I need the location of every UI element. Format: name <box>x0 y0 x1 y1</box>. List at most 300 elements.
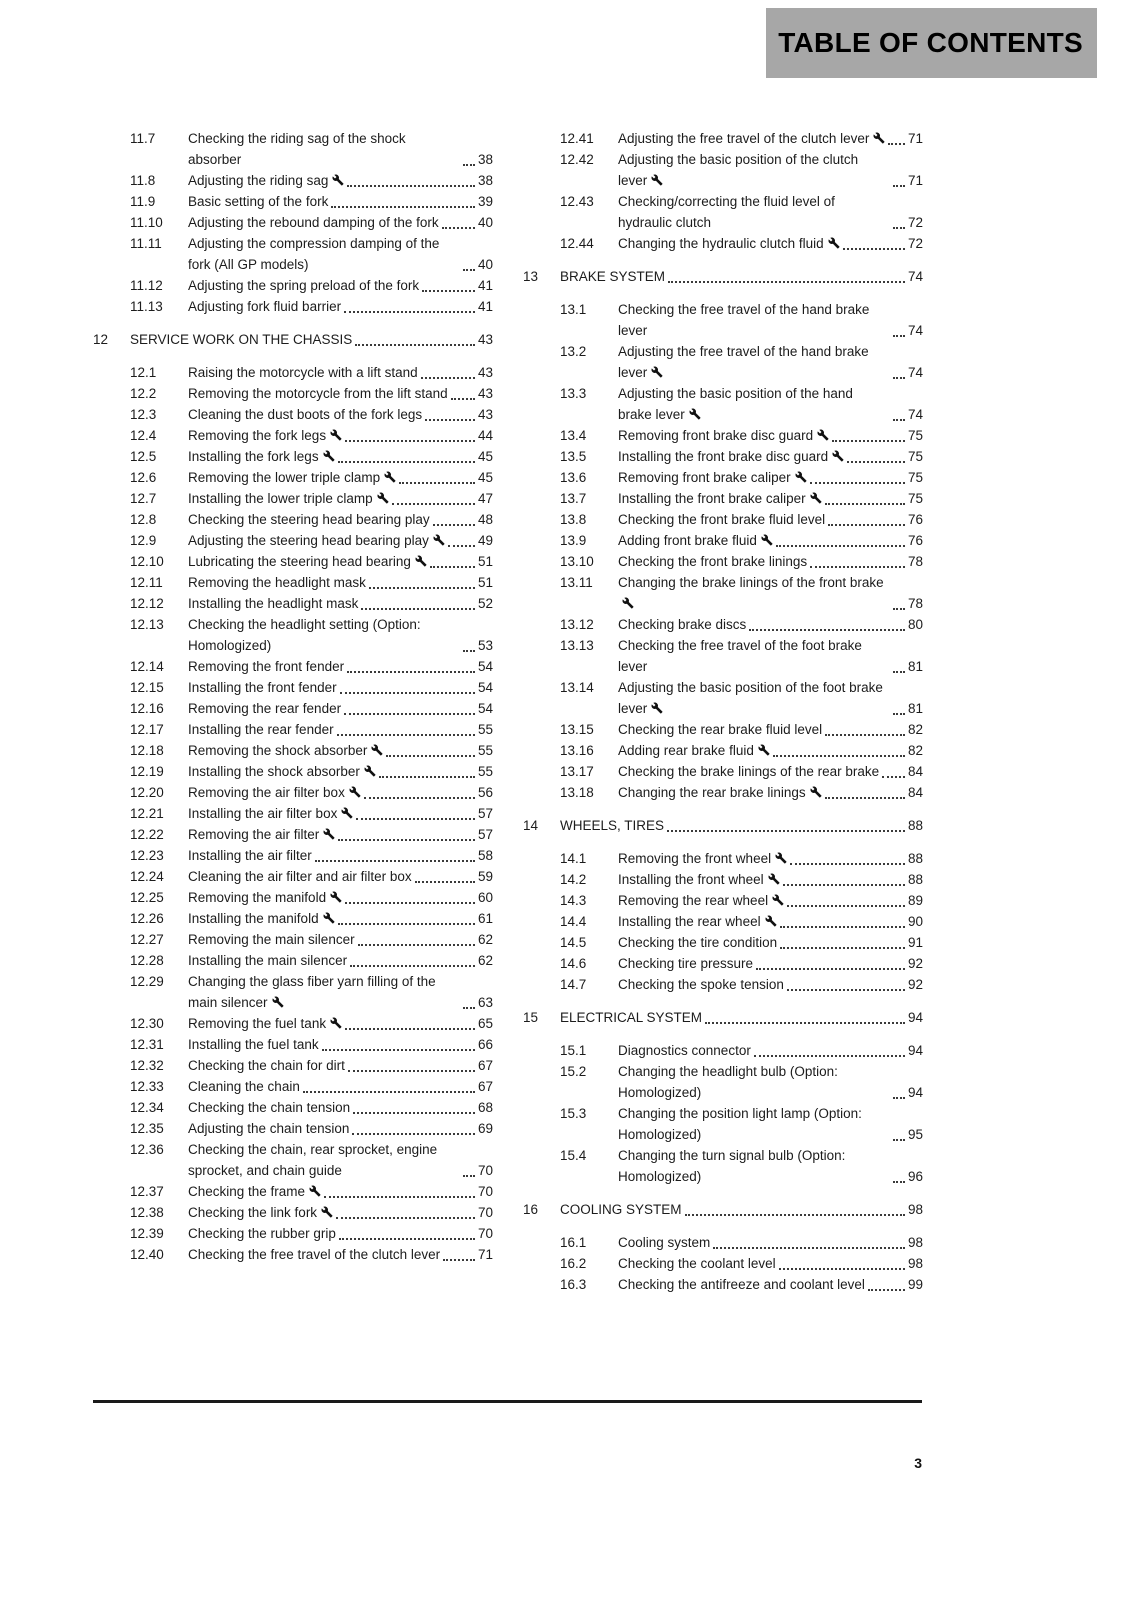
entry-title: Removing the fork legs <box>188 428 327 443</box>
entry-body <box>188 782 493 803</box>
entry-body <box>188 1013 493 1034</box>
entry-text <box>188 971 460 1013</box>
entry-page-number: 76 <box>907 533 923 548</box>
entry-number: 15 <box>523 1010 539 1025</box>
dot-leader <box>422 290 475 292</box>
entry-title: Adjusting the basic position of the clutch lever <box>618 152 859 188</box>
entry-number: 12.3 <box>130 407 157 422</box>
entry-body <box>618 341 923 383</box>
entry-text <box>188 530 445 551</box>
entry-text <box>188 887 342 908</box>
entry-number: 12.19 <box>130 764 164 779</box>
entry-body <box>188 1055 493 1076</box>
entry-page-number: 51 <box>477 554 493 569</box>
entry-text <box>188 1118 349 1139</box>
entry-text <box>618 572 890 614</box>
entry-body <box>188 1244 493 1265</box>
entry-number: 12.24 <box>130 869 164 884</box>
entry-body <box>618 467 923 488</box>
entry-title: Installing the air filter <box>188 848 312 863</box>
entry-page-number: 38 <box>477 173 493 188</box>
toc-entry <box>93 1034 493 1055</box>
entry-title: Installing the front brake caliper <box>618 491 806 506</box>
wrench-icon <box>622 597 634 609</box>
dot-leader <box>893 185 905 187</box>
entry-body <box>188 467 493 488</box>
dot-leader <box>787 989 905 991</box>
entry-title: Adjusting the rebound damping of the fork <box>188 215 439 230</box>
entry-text <box>618 890 784 911</box>
entry-page-number: 78 <box>907 596 923 611</box>
entry-number: 13.10 <box>560 554 594 569</box>
entry-text <box>188 212 439 233</box>
toc-entry <box>93 362 493 383</box>
entry-text <box>618 869 780 890</box>
entry-page-number: 55 <box>477 764 493 779</box>
entry-body <box>188 170 493 191</box>
entry-title: Removing the fuel tank <box>188 1016 327 1031</box>
entry-body <box>618 446 923 467</box>
entry-title: Adjusting fork fluid barrier <box>188 299 342 314</box>
dot-leader <box>430 566 475 568</box>
wrench-icon <box>772 894 784 906</box>
entry-body <box>618 1061 923 1103</box>
entry-number: 12.15 <box>130 680 164 695</box>
entry-page-number: 88 <box>907 872 923 887</box>
dot-leader <box>832 440 905 442</box>
entry-text <box>188 929 355 950</box>
entry-page-number: 81 <box>907 659 923 674</box>
entry-page-number: 98 <box>907 1256 923 1271</box>
entry-page-number: 82 <box>907 743 923 758</box>
entry-page-number: 45 <box>477 470 493 485</box>
toc-entry <box>93 719 493 740</box>
wrench-icon <box>323 912 335 924</box>
entry-text <box>188 509 430 530</box>
dot-leader <box>355 344 475 346</box>
entry-body <box>618 149 923 191</box>
toc-entry <box>523 719 923 740</box>
dot-leader <box>783 884 905 886</box>
dot-leader <box>787 905 905 907</box>
entry-number: 12.41 <box>560 131 594 146</box>
toc-entry <box>523 614 923 635</box>
entry-body <box>188 404 493 425</box>
entry-number: 14.3 <box>560 893 587 908</box>
entry-title: Changing the glass fiber yarn filling of the main silencer <box>188 974 436 1010</box>
entry-number: 16.1 <box>560 1235 587 1250</box>
dot-leader <box>442 227 475 229</box>
entry-page-number: 94 <box>907 1010 923 1025</box>
entry-title: Checking the riding sag of the shock absorber <box>188 131 406 167</box>
dot-leader <box>667 830 905 832</box>
dot-leader <box>303 1091 475 1093</box>
wrench-icon <box>828 237 840 249</box>
entry-number: 13.12 <box>560 617 594 632</box>
entry-text <box>618 1145 890 1187</box>
toc-entry <box>523 425 923 446</box>
entry-number: 13.8 <box>560 512 587 527</box>
entry-page-number: 67 <box>477 1079 493 1094</box>
toc-entry <box>93 1202 493 1223</box>
entry-number: 12.28 <box>130 953 164 968</box>
wrench-icon <box>775 852 787 864</box>
entry-body <box>618 635 923 677</box>
entry-text <box>618 911 777 932</box>
entry-page-number: 48 <box>477 512 493 527</box>
table-of-contents <box>93 128 923 1295</box>
toc-entry <box>523 1007 923 1028</box>
entry-number: 12.8 <box>130 512 157 527</box>
entry-title: Changing the hydraulic clutch fluid <box>618 236 824 251</box>
entry-title: COOLING SYSTEM <box>560 1202 682 1217</box>
entry-body <box>560 266 923 287</box>
dot-leader <box>356 818 475 820</box>
entry-title: Changing the headlight bulb (Option: Homologized) <box>618 1064 838 1100</box>
entry-text <box>188 467 396 488</box>
entry-number: 12.44 <box>560 236 594 251</box>
dot-leader <box>338 923 475 925</box>
dot-leader <box>893 227 905 229</box>
entry-text <box>188 677 337 698</box>
entry-page-number: 43 <box>477 386 493 401</box>
entry-page-number: 44 <box>477 428 493 443</box>
entry-title: Checking the rubber grip <box>188 1226 336 1241</box>
entry-body <box>188 866 493 887</box>
entry-title: Checking/correcting the fluid level of hydraulic clutch <box>618 194 835 230</box>
entry-text <box>188 572 366 593</box>
entry-page-number: 71 <box>907 173 923 188</box>
entry-number: 13.3 <box>560 386 587 401</box>
toc-entry <box>93 275 493 296</box>
dot-leader <box>421 377 475 379</box>
entry-number: 15.4 <box>560 1148 587 1163</box>
entry-number: 12.20 <box>130 785 164 800</box>
entry-text <box>188 383 448 404</box>
entry-text <box>188 170 344 191</box>
entry-text <box>188 614 460 656</box>
entry-page-number: 81 <box>907 701 923 716</box>
dot-leader <box>322 1049 475 1051</box>
entry-page-number: 92 <box>907 956 923 971</box>
toc-entry <box>523 761 923 782</box>
entry-text <box>188 698 341 719</box>
entry-page-number: 47 <box>477 491 493 506</box>
entry-text <box>618 551 807 572</box>
wrench-icon <box>761 534 773 546</box>
dot-leader <box>443 1259 475 1261</box>
entry-text <box>618 1274 865 1295</box>
entry-page-number: 94 <box>907 1085 923 1100</box>
entry-body <box>618 551 923 572</box>
toc-entry <box>523 1103 923 1145</box>
wrench-icon <box>765 915 777 927</box>
entry-number: 12.38 <box>130 1205 164 1220</box>
entry-text <box>188 404 422 425</box>
entry-page-number: 54 <box>477 659 493 674</box>
entry-number: 16.2 <box>560 1256 587 1271</box>
entry-number: 15.1 <box>560 1043 587 1058</box>
dot-leader <box>350 965 475 967</box>
dot-leader <box>754 1055 905 1057</box>
wrench-icon <box>810 492 822 504</box>
entry-title: Checking the tire condition <box>618 935 778 950</box>
entry-title: Checking the link fork <box>188 1205 318 1220</box>
entry-text <box>188 425 342 446</box>
toc-entry <box>93 1223 493 1244</box>
entry-body <box>188 971 493 1013</box>
entry-body <box>618 1145 923 1187</box>
entry-title: Checking the front brake linings <box>618 554 808 569</box>
dot-leader <box>448 545 475 547</box>
toc-entry <box>523 128 923 149</box>
wrench-icon <box>433 534 445 546</box>
entry-body <box>188 296 493 317</box>
toc-entry <box>523 740 923 761</box>
toc-entry <box>523 1253 923 1274</box>
entry-text <box>188 719 334 740</box>
toc-entry <box>523 635 923 677</box>
entry-title: Checking the front brake fluid level <box>618 512 826 527</box>
entry-text <box>618 953 753 974</box>
entry-page-number: 88 <box>907 851 923 866</box>
toc-entry <box>523 266 923 287</box>
toc-entry <box>523 677 923 719</box>
entry-text <box>188 908 335 929</box>
dot-leader <box>779 1268 905 1270</box>
entry-page-number: 74 <box>907 365 923 380</box>
entry-text <box>560 815 664 836</box>
entry-page-number: 69 <box>477 1121 493 1136</box>
entry-body <box>618 1274 923 1295</box>
entry-title: Cleaning the dust boots of the fork legs <box>188 407 423 422</box>
dot-leader <box>705 1022 905 1024</box>
toc-entry <box>93 656 493 677</box>
dot-leader <box>713 1247 905 1249</box>
dot-leader <box>893 713 905 715</box>
entry-page-number: 82 <box>907 722 923 737</box>
entry-page-number: 67 <box>477 1058 493 1073</box>
entry-text <box>618 782 822 803</box>
entry-title: Adjusting the free travel of the hand brake lever <box>618 344 869 380</box>
toc-entry <box>523 341 923 383</box>
entry-body <box>188 845 493 866</box>
entry-body <box>188 908 493 929</box>
entry-title: Adjusting the riding sag <box>188 173 329 188</box>
toc-entry <box>93 572 493 593</box>
entry-page-number: 70 <box>477 1205 493 1220</box>
entry-title: WHEELS, TIRES <box>560 818 665 833</box>
toc-entry <box>93 128 493 170</box>
entry-text <box>188 950 347 971</box>
entry-text <box>618 299 890 341</box>
entry-number: 13.4 <box>560 428 587 443</box>
entry-text <box>188 845 312 866</box>
entry-title: Installing the lower triple clamp <box>188 491 373 506</box>
entry-page-number: 45 <box>477 449 493 464</box>
toc-entry <box>523 149 923 191</box>
entry-title: Raising the motorcycle with a lift stand <box>188 365 418 380</box>
entry-number: 12.1 <box>130 365 157 380</box>
dot-leader <box>780 926 905 928</box>
entry-text <box>560 1007 702 1028</box>
dot-leader <box>463 650 475 652</box>
entry-title: Adjusting the basic position of the hand brake lever <box>618 386 853 422</box>
entry-number: 13 <box>523 269 539 284</box>
entry-page-number: 75 <box>907 491 923 506</box>
dot-leader <box>825 503 905 505</box>
entry-page-number: 43 <box>477 407 493 422</box>
entry-text <box>618 1232 710 1253</box>
dot-leader <box>315 860 475 862</box>
entry-page-number: 39 <box>477 194 493 209</box>
entry-number: 12.7 <box>130 491 157 506</box>
dot-leader <box>331 206 475 208</box>
wrench-icon <box>341 807 353 819</box>
entry-text <box>188 761 376 782</box>
entry-body <box>188 887 493 908</box>
entry-body <box>618 1253 923 1274</box>
dot-leader <box>463 269 475 271</box>
entry-text <box>618 488 822 509</box>
entry-body <box>130 329 493 350</box>
dot-leader <box>344 311 475 313</box>
entry-title: Removing front brake disc guard <box>618 428 814 443</box>
dot-leader <box>825 734 905 736</box>
toc-entry <box>523 869 923 890</box>
entry-title: Removing front brake caliper <box>618 470 791 485</box>
dot-leader <box>463 1007 475 1009</box>
entry-text <box>560 266 665 287</box>
wrench-icon <box>309 1185 321 1197</box>
entry-body <box>618 848 923 869</box>
toc-entry <box>523 509 923 530</box>
toc-entry <box>93 1076 493 1097</box>
dot-leader <box>392 503 475 505</box>
dot-leader <box>433 524 475 526</box>
toc-entry <box>93 782 493 803</box>
entry-title: Checking tire pressure <box>618 956 754 971</box>
toc-entry <box>93 887 493 908</box>
entry-body <box>188 1076 493 1097</box>
entry-title: Installing the headlight mask <box>188 596 359 611</box>
toc-entry <box>93 425 493 446</box>
dot-leader <box>347 185 475 187</box>
entry-title: Installing the rear wheel <box>618 914 761 929</box>
entry-body <box>188 1118 493 1139</box>
entry-page-number: 55 <box>477 743 493 758</box>
toc-entry <box>523 446 923 467</box>
entry-text <box>188 740 383 761</box>
entry-title: Adjusting the basic position of the foot brake lever <box>618 680 883 716</box>
toc-entry <box>93 1013 493 1034</box>
toc-entry <box>93 950 493 971</box>
entry-page-number: 70 <box>477 1184 493 1199</box>
entry-body <box>618 974 923 995</box>
entry-number: 12.42 <box>560 152 594 167</box>
toc-entry <box>93 191 493 212</box>
toc-entry <box>523 1232 923 1253</box>
toc-entry <box>93 233 493 275</box>
wrench-icon <box>832 450 844 462</box>
dot-leader <box>353 1112 475 1114</box>
dot-leader <box>425 419 475 421</box>
wrench-icon <box>330 891 342 903</box>
entry-text <box>188 1055 345 1076</box>
entry-page-number: 49 <box>477 533 493 548</box>
entry-body <box>618 128 923 149</box>
entry-text <box>618 1040 751 1061</box>
entry-text <box>618 191 890 233</box>
entry-number: 12.25 <box>130 890 164 905</box>
toc-entry <box>523 848 923 869</box>
entry-body <box>618 890 923 911</box>
entry-body <box>188 488 493 509</box>
entry-title: Adding front brake fluid <box>618 533 757 548</box>
wrench-icon <box>810 786 822 798</box>
entry-number: 11.7 <box>130 131 156 146</box>
entry-title: Adding rear brake fluid <box>618 743 754 758</box>
dot-leader <box>348 1070 475 1072</box>
entry-number: 12.2 <box>130 386 157 401</box>
wrench-icon <box>384 471 396 483</box>
toc-entry <box>93 1118 493 1139</box>
dot-leader <box>847 461 905 463</box>
wrench-icon <box>795 471 807 483</box>
entry-title: Removing the manifold <box>188 890 327 905</box>
dot-leader <box>379 776 475 778</box>
entry-body <box>188 383 493 404</box>
entry-number: 12.33 <box>130 1079 164 1094</box>
entry-body <box>618 425 923 446</box>
dot-leader <box>338 839 475 841</box>
dot-leader <box>773 755 905 757</box>
entry-page-number: 78 <box>907 554 923 569</box>
entry-text <box>188 296 341 317</box>
entry-title: Checking the steering head bearing play <box>188 512 430 527</box>
entry-title: Installing the front wheel <box>618 872 764 887</box>
entry-number: 13.7 <box>560 491 587 506</box>
toc-entry <box>523 890 923 911</box>
entry-body <box>188 1097 493 1118</box>
entry-title: Removing the air filter box <box>188 785 345 800</box>
entry-title: Cooling system <box>618 1235 711 1250</box>
entry-number: 12.16 <box>130 701 164 716</box>
entry-title: Changing the turn signal bulb (Option: Homologized) <box>618 1148 846 1184</box>
toc-entry <box>93 971 493 1013</box>
entry-body <box>188 1202 493 1223</box>
dot-leader <box>780 947 905 949</box>
toc-entry <box>93 1181 493 1202</box>
entry-text <box>188 1139 460 1181</box>
toc-entry <box>93 614 493 656</box>
entry-title: Checking the brake linings of the rear brake <box>618 764 880 779</box>
wrench-icon <box>651 174 663 186</box>
dot-leader <box>790 863 905 865</box>
entry-page-number: 89 <box>907 893 923 908</box>
entry-page-number: 54 <box>477 680 493 695</box>
entry-page-number: 53 <box>477 638 493 653</box>
entry-page-number: 54 <box>477 701 493 716</box>
entry-page-number: 59 <box>477 869 493 884</box>
dot-leader <box>893 335 905 337</box>
entry-title: Adjusting the free travel of the clutch lever <box>618 131 870 146</box>
entry-page-number: 43 <box>477 365 493 380</box>
entry-text <box>188 803 353 824</box>
entry-body <box>188 275 493 296</box>
entry-number: 14.4 <box>560 914 587 929</box>
entry-page-number: 71 <box>907 131 923 146</box>
